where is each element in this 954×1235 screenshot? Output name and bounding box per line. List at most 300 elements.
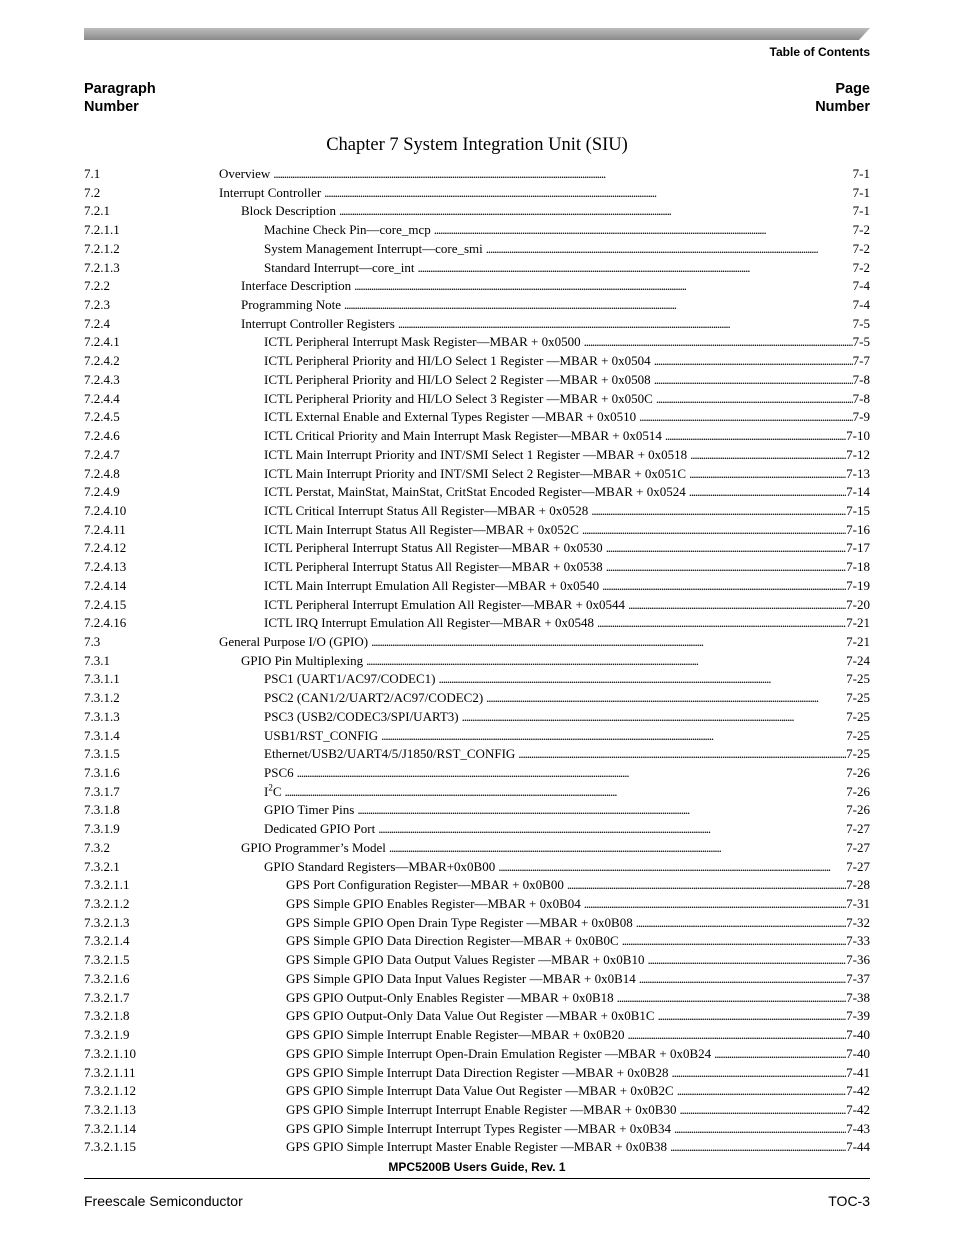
toc-entry-body bbox=[264, 820, 870, 839]
toc-entry-body bbox=[286, 1064, 870, 1083]
toc-entry-page: 7-26 bbox=[846, 765, 870, 780]
toc-entry-title-text: ICTL Main Interrupt Priority and INT/SMI Select 1 Register —MBAR + 0x0518 bbox=[264, 446, 688, 462]
toc-entry-title-text: ICTL Peripheral Priority and HI/LO Select 3 Register —MBAR + 0x050C bbox=[264, 390, 653, 406]
toc-entry-title-text: PSC3 (USB2/CODEC3/SPI/UART3) bbox=[264, 708, 459, 724]
toc-entry-leader-dots bbox=[639, 970, 846, 989]
toc-entry-page: 7-43 bbox=[846, 1120, 870, 1136]
toc-entry-leader-dots bbox=[677, 1082, 846, 1101]
toc-entry-body bbox=[264, 539, 870, 558]
footer-rule bbox=[84, 1178, 870, 1179]
toc-entry-number: 7.3.2 bbox=[84, 839, 110, 855]
toc-entry[interactable] bbox=[84, 989, 870, 1008]
toc-entry-page: 7-9 bbox=[852, 409, 870, 425]
toc-entry-number: 7.3.2.1 bbox=[84, 858, 120, 874]
toc-entry[interactable] bbox=[84, 483, 870, 502]
toc-entry-title-text: Overview bbox=[219, 166, 271, 181]
toc-entry-page: 7-39 bbox=[846, 1008, 870, 1024]
toc-entry-number: 7.2.3 bbox=[84, 297, 110, 313]
toc-entry-body bbox=[264, 427, 870, 446]
toc-entry-page: 7-2 bbox=[852, 240, 870, 256]
toc-entry-body bbox=[241, 296, 870, 315]
toc-entry-body bbox=[286, 1045, 870, 1064]
toc-entry-leader-dots bbox=[486, 689, 846, 708]
toc-entry[interactable] bbox=[84, 539, 870, 558]
toc-entry-title-text: GPS Simple GPIO Data Direction Register—MBAR + 0x0B0C bbox=[286, 933, 619, 949]
toc-entry-leader-dots bbox=[354, 277, 853, 296]
toc-entry-leader-dots bbox=[462, 708, 847, 727]
toc-entry-leader-dots bbox=[674, 1120, 846, 1139]
chapter-title: Chapter 7 System Integration Unit (SIU) bbox=[326, 135, 628, 155]
toc-entry-leader-dots bbox=[389, 839, 846, 858]
paragraph-heading-line-2: Number bbox=[84, 99, 139, 115]
toc-entry-title bbox=[241, 315, 398, 334]
toc-entry-title-text: ICTL Main Interrupt Priority and INT/SMI Select 2 Register—MBAR + 0x051C bbox=[264, 465, 687, 481]
toc-entry-title bbox=[286, 1045, 714, 1064]
toc-entry-number: 7.2 bbox=[84, 184, 101, 200]
toc-entry-title-text: GPS Simple GPIO Open Drain Type Register —MBAR + 0x0B08 bbox=[286, 914, 633, 930]
toc-entry-page: 7-21 bbox=[846, 615, 870, 631]
toc-entry-leader-dots bbox=[584, 895, 846, 914]
toc-entry-page: 7-27 bbox=[846, 839, 870, 855]
toc-entry-page: 7-2 bbox=[852, 259, 870, 275]
toc-entry-title-text: GPS GPIO Output-Only Data Value Out Register —MBAR + 0x0B1C bbox=[286, 1008, 655, 1024]
toc-entry-title-text: Interface Description bbox=[241, 278, 352, 294]
toc-entry-body bbox=[286, 989, 870, 1008]
toc-entry-title-text: GPIO Pin Multiplexing bbox=[241, 652, 364, 668]
toc-entry-title bbox=[286, 1007, 658, 1026]
toc-entry-body bbox=[264, 465, 870, 484]
toc-entry-leader-dots bbox=[639, 408, 853, 427]
toc-entry-leader-dots bbox=[378, 820, 846, 839]
toc-entry[interactable] bbox=[84, 577, 870, 596]
toc-entry-title bbox=[286, 1138, 670, 1157]
toc-entry[interactable] bbox=[84, 652, 870, 671]
toc-entry-number: 7.3.1.3 bbox=[84, 708, 120, 724]
toc-entry-title-text: Machine Check Pin—core_mcp bbox=[264, 222, 431, 238]
toc-entry-title-text: ICTL Peripheral Interrupt Status All Register—MBAR + 0x0538 bbox=[264, 559, 603, 575]
toc-entry-number: 7.3.1 bbox=[84, 652, 110, 668]
toc-entry[interactable] bbox=[84, 408, 870, 427]
toc-entry-title-text: GPS GPIO Simple Interrupt Master Enable Register —MBAR + 0x0B38 bbox=[286, 1139, 668, 1155]
toc-entry-page: 7-25 bbox=[846, 690, 870, 706]
toc-entry-title-text: GPIO Timer Pins bbox=[264, 802, 355, 818]
toc-entry-body bbox=[264, 596, 870, 615]
toc-entry[interactable] bbox=[84, 259, 870, 278]
toc-entry-body bbox=[264, 727, 870, 746]
toc-entry-leader-dots bbox=[606, 558, 846, 577]
toc-entry-title-text: GPS Simple GPIO Data Input Values Register —MBAR + 0x0B14 bbox=[286, 970, 636, 986]
toc-entry-title bbox=[264, 390, 656, 409]
toc-entry[interactable] bbox=[84, 1026, 870, 1045]
toc-entry-leader-dots bbox=[617, 989, 847, 1008]
toc-entry-number: 7.2.4.4 bbox=[84, 390, 120, 406]
toc-entry-number: 7.3.2.1.4 bbox=[84, 933, 130, 949]
toc-entry[interactable] bbox=[84, 221, 870, 240]
toc-entry-page: 7-17 bbox=[846, 540, 870, 556]
toc-entry-page: 7-37 bbox=[846, 970, 870, 986]
toc-entry-body bbox=[286, 914, 870, 933]
toc-entry-page: 7-27 bbox=[846, 858, 870, 874]
toc-entry-page: 7-42 bbox=[846, 1101, 870, 1117]
toc-entry-page: 7-8 bbox=[852, 371, 870, 387]
toc-entry[interactable] bbox=[84, 783, 870, 802]
toc-entry-title bbox=[264, 521, 582, 540]
toc-entry-leader-dots bbox=[591, 502, 846, 521]
toc-entry-number: 7.3.1.1 bbox=[84, 671, 120, 687]
toc-entry-title bbox=[286, 914, 636, 933]
toc-entry-body bbox=[286, 876, 870, 895]
toc-entry-number: 7.3.2.1.8 bbox=[84, 1008, 130, 1024]
toc-entry-title-text: System Management Interrupt—core_smi bbox=[264, 240, 483, 256]
toc-entry-number: 7.2.4.8 bbox=[84, 465, 120, 481]
toc-entry-body bbox=[264, 689, 870, 708]
toc-entry-title-text: ICTL Peripheral Priority and HI/LO Select 2 Register —MBAR + 0x0508 bbox=[264, 371, 651, 387]
toc-entry[interactable] bbox=[84, 820, 870, 839]
toc-entry-page: 7-21 bbox=[846, 633, 870, 649]
toc-entry-title bbox=[241, 839, 389, 858]
toc-entry-title bbox=[219, 165, 273, 184]
toc-entry-title-text: GPS Simple GPIO Enables Register—MBAR + 0x0B04 bbox=[286, 896, 581, 912]
toc-entry-title bbox=[286, 970, 639, 989]
toc-entry-leader-dots bbox=[672, 1064, 847, 1083]
toc-entry-title-text: ICTL IRQ Interrupt Emulation All Register—MBAR + 0x0548 bbox=[264, 615, 595, 631]
toc-entry-title bbox=[264, 558, 606, 577]
toc-entry-body bbox=[264, 483, 870, 502]
toc-entry-title bbox=[241, 296, 344, 315]
page-heading-line-1: Page bbox=[835, 81, 870, 97]
toc-entry-page: 7-18 bbox=[846, 559, 870, 575]
toc-entry[interactable] bbox=[84, 315, 870, 334]
toc-entry-body bbox=[286, 1120, 870, 1139]
toc-list bbox=[84, 165, 870, 1157]
toc-entry-title-text: ICTL Perstat, MainStat, MainStat, CritStat Encoded Register—MBAR + 0x0524 bbox=[264, 484, 686, 500]
toc-entry-number: 7.3.2.1.10 bbox=[84, 1045, 136, 1061]
toc-entry-body bbox=[264, 259, 870, 278]
toc-entry[interactable] bbox=[84, 932, 870, 951]
paragraph-number-heading bbox=[84, 80, 156, 116]
toc-entry-page: 7-2 bbox=[852, 222, 870, 238]
toc-entry-body bbox=[241, 202, 870, 221]
toc-entry-body bbox=[264, 371, 870, 390]
toc-entry-leader-dots bbox=[654, 352, 853, 371]
toc-entry-number: 7.2.1.2 bbox=[84, 240, 120, 256]
toc-entry[interactable] bbox=[84, 1101, 870, 1120]
toc-entry-number: 7.2.4 bbox=[84, 315, 110, 331]
toc-entry-title bbox=[286, 1101, 679, 1120]
toc-entry[interactable] bbox=[84, 951, 870, 970]
toc-entry[interactable] bbox=[84, 427, 870, 446]
header-bar bbox=[84, 28, 870, 40]
toc-entry-body bbox=[264, 745, 870, 764]
toc-entry-page: 7-28 bbox=[846, 877, 870, 893]
toc-entry-title bbox=[219, 184, 324, 203]
toc-entry-leader-dots bbox=[602, 577, 846, 596]
toc-entry-body bbox=[241, 839, 870, 858]
toc-entry-page: 7-16 bbox=[846, 521, 870, 537]
toc-entry-page: 7-32 bbox=[846, 914, 870, 930]
toc-entry-number: 7.3.2.1.6 bbox=[84, 970, 130, 986]
toc-entry-leader-dots bbox=[690, 446, 846, 465]
toc-entry[interactable] bbox=[84, 202, 870, 221]
footer-doc-title: MPC5200B Users Guide, Rev. 1 bbox=[388, 1160, 566, 1174]
toc-entry[interactable] bbox=[84, 801, 870, 820]
toc-entry[interactable] bbox=[84, 240, 870, 259]
toc-entry[interactable] bbox=[84, 1138, 870, 1157]
toc-entry-title-text: Programming Note bbox=[241, 297, 342, 313]
toc-entry-page: 7-25 bbox=[846, 708, 870, 724]
toc-entry-title bbox=[264, 801, 357, 820]
toc-entry-page: 7-40 bbox=[846, 1045, 870, 1061]
toc-entry-body bbox=[264, 708, 870, 727]
toc-entry-title-text: USB1/RST_CONFIG bbox=[264, 727, 379, 743]
toc-entry-title-text: GPIO Programmer’s Model bbox=[241, 839, 386, 855]
toc-entry[interactable] bbox=[84, 371, 870, 390]
toc-entry[interactable] bbox=[84, 614, 870, 633]
footer-company: Freescale Semiconductor bbox=[84, 1193, 243, 1209]
toc-entry-body bbox=[264, 670, 870, 689]
toc-entry-body bbox=[264, 408, 870, 427]
toc-entry[interactable] bbox=[84, 296, 870, 315]
toc-entry-page: 7-40 bbox=[846, 1027, 870, 1043]
toc-entry-leader-dots bbox=[344, 296, 853, 315]
toc-entry-title-text: GPS GPIO Simple Interrupt Data Direction Register —MBAR + 0x0B28 bbox=[286, 1064, 669, 1080]
toc-entry-leader-dots bbox=[518, 745, 846, 764]
toc-entry-leader-dots bbox=[647, 951, 846, 970]
toc-entry[interactable] bbox=[84, 727, 870, 746]
toc-entry-title bbox=[264, 764, 297, 783]
toc-entry[interactable] bbox=[84, 465, 870, 484]
toc-entry-title-text: ICTL Peripheral Interrupt Mask Register—MBAR + 0x0500 bbox=[264, 334, 581, 350]
toc-entry[interactable] bbox=[84, 670, 870, 689]
toc-entry-number: 7.3.1.6 bbox=[84, 765, 120, 780]
toc-entry[interactable] bbox=[84, 1007, 870, 1026]
toc-entry-title bbox=[219, 633, 371, 652]
toc-entry-number: 7.3.2.1.11 bbox=[84, 1064, 136, 1080]
toc-entry[interactable] bbox=[84, 446, 870, 465]
toc-entry-title bbox=[264, 708, 462, 727]
toc-entry-leader-dots bbox=[665, 427, 846, 446]
toc-entry-title bbox=[264, 352, 654, 371]
toc-entry-title bbox=[264, 670, 439, 689]
toc-entry-title-text: PSC1 (UART1/AC97/CODEC1) bbox=[264, 671, 436, 687]
toc-entry-page: 7-12 bbox=[846, 446, 870, 462]
toc-entry-leader-dots bbox=[582, 521, 846, 540]
toc-entry-body bbox=[264, 502, 870, 521]
toc-entry-number: 7.3.2.1.9 bbox=[84, 1027, 130, 1043]
toc-entry-body bbox=[286, 1138, 870, 1157]
toc-entry-number: 7.2.4.13 bbox=[84, 559, 127, 575]
toc-entry-number: 7.2.4.10 bbox=[84, 502, 127, 518]
toc-entry-number: 7.2.4.6 bbox=[84, 428, 120, 444]
toc-entry-title-text: GPS GPIO Simple Interrupt Enable Register—MBAR + 0x0B20 bbox=[286, 1027, 625, 1043]
toc-entry-leader-dots bbox=[297, 764, 847, 783]
toc-entry-title bbox=[264, 689, 486, 708]
toc-entry-title-text: GPIO Standard Registers—MBAR+0x0B00 bbox=[264, 858, 496, 874]
toc-entry[interactable] bbox=[84, 333, 870, 352]
toc-entry[interactable] bbox=[84, 165, 870, 184]
toc-entry-title bbox=[264, 539, 606, 558]
toc-entry-leader-dots bbox=[622, 932, 846, 951]
toc-entry-body bbox=[264, 333, 870, 352]
toc-entry-title bbox=[264, 259, 418, 278]
toc-entry-body bbox=[219, 633, 870, 652]
toc-entry-page: 7-13 bbox=[846, 465, 870, 481]
toc-entry-title bbox=[264, 483, 689, 502]
toc-entry-title-text: GPS GPIO Simple Interrupt Open-Drain Emulation Register —MBAR + 0x0B24 bbox=[286, 1045, 712, 1061]
toc-entry-number: 7.2.1.3 bbox=[84, 259, 120, 275]
toc-entry-title bbox=[264, 427, 665, 446]
toc-entry-number: 7.2.4.1 bbox=[84, 334, 120, 350]
toc-entry-title bbox=[241, 277, 354, 296]
toc-entry-number: 7.2.4.7 bbox=[84, 446, 120, 462]
toc-entry-title bbox=[286, 932, 622, 951]
toc-entry-body bbox=[264, 858, 870, 877]
toc-entry-title bbox=[264, 727, 381, 746]
toc-entry-page: 7-38 bbox=[846, 989, 870, 1005]
toc-entry[interactable] bbox=[84, 689, 870, 708]
toc-entry-number: 7.3.2.1.2 bbox=[84, 896, 130, 912]
toc-entry-body bbox=[264, 577, 870, 596]
toc-entry[interactable] bbox=[84, 521, 870, 540]
toc-entry-page: 7-4 bbox=[852, 278, 870, 294]
toc-entry-leader-dots bbox=[324, 184, 852, 203]
toc-entry-number: 7.2.1.1 bbox=[84, 222, 120, 238]
toc-entry-title-text: ICTL Main Interrupt Status All Register—MBAR + 0x052C bbox=[264, 521, 579, 537]
toc-entry-page: 7-5 bbox=[852, 315, 870, 331]
toc-entry-number: 7.2.2 bbox=[84, 278, 110, 294]
toc-entry-title-suffix: C bbox=[272, 783, 282, 799]
toc-entry-leader-dots bbox=[597, 614, 846, 633]
toc-entry-page: 7-5 bbox=[852, 334, 870, 350]
toc-entry-leader-dots bbox=[656, 390, 853, 409]
toc-entry-leader-dots bbox=[285, 783, 847, 802]
toc-entry-number: 7.3.2.1.5 bbox=[84, 952, 130, 968]
toc-entry[interactable] bbox=[84, 745, 870, 764]
toc-entry-body bbox=[241, 315, 870, 334]
toc-entry-title bbox=[286, 1026, 627, 1045]
toc-entry[interactable] bbox=[84, 914, 870, 933]
toc-entry[interactable] bbox=[84, 708, 870, 727]
toc-entry[interactable] bbox=[84, 633, 870, 652]
toc-entry-body bbox=[286, 951, 870, 970]
toc-entry-title bbox=[286, 989, 617, 1008]
toc-entry-leader-dots bbox=[273, 165, 852, 184]
toc-entry-page: 7-36 bbox=[846, 952, 870, 968]
toc-entry-page: 7-27 bbox=[846, 821, 870, 837]
toc-entry-body bbox=[264, 221, 870, 240]
toc-entry-title-text: PSC6 bbox=[264, 765, 294, 780]
toc-entry-number: 7.2.4.12 bbox=[84, 540, 127, 556]
toc-entry-page: 7-25 bbox=[846, 727, 870, 743]
toc-entry-body bbox=[264, 783, 870, 802]
toc-entry[interactable] bbox=[84, 895, 870, 914]
toc-entry-title-text: ICTL External Enable and External Types Register —MBAR + 0x0510 bbox=[264, 409, 637, 425]
toc-entry-title bbox=[264, 596, 628, 615]
toc-entry-body bbox=[286, 1101, 870, 1120]
toc-entry[interactable] bbox=[84, 1120, 870, 1139]
toc-entry-leader-dots bbox=[366, 652, 846, 671]
toc-entry-leader-dots bbox=[689, 465, 846, 484]
toc-entry-body bbox=[286, 1026, 870, 1045]
toc-entry[interactable] bbox=[84, 839, 870, 858]
toc-entry-title-text: ICTL Main Interrupt Emulation All Register—MBAR + 0x0540 bbox=[264, 577, 600, 593]
toc-entry-page: 7-4 bbox=[852, 297, 870, 313]
toc-entry-title bbox=[264, 465, 689, 484]
toc-entry-title-text: ICTL Critical Priority and Main Interrupt Mask Register—MBAR + 0x0514 bbox=[264, 428, 662, 444]
toc-entry-title-text: GPS GPIO Simple Interrupt Data Value Out Register —MBAR + 0x0B2C bbox=[286, 1083, 674, 1099]
toc-entry-title-text: ICTL Peripheral Interrupt Status All Register—MBAR + 0x0530 bbox=[264, 540, 603, 556]
toc-entry[interactable] bbox=[84, 876, 870, 895]
toc-entry[interactable] bbox=[84, 764, 870, 783]
toc-entry-body bbox=[264, 764, 870, 783]
toc-entry-page: 7-15 bbox=[846, 502, 870, 518]
toc-entry[interactable] bbox=[84, 184, 870, 203]
toc-entry-leader-dots bbox=[689, 483, 846, 502]
toc-entry-title bbox=[264, 408, 639, 427]
toc-entry-body bbox=[264, 558, 870, 577]
toc-entry-page: 7-20 bbox=[846, 596, 870, 612]
toc-entry-leader-dots bbox=[654, 371, 853, 390]
toc-entry[interactable] bbox=[84, 1045, 870, 1064]
toc-entry-title-text: I bbox=[264, 783, 269, 799]
toc-entry[interactable] bbox=[84, 596, 870, 615]
toc-entry[interactable] bbox=[84, 390, 870, 409]
toc-entry[interactable] bbox=[84, 970, 870, 989]
toc-entry[interactable] bbox=[84, 1064, 870, 1083]
toc-entry-page: 7-42 bbox=[846, 1083, 870, 1099]
toc-entry-number: 7.3.1.8 bbox=[84, 802, 120, 818]
toc-entry-body bbox=[264, 521, 870, 540]
toc-entry-leader-dots bbox=[339, 202, 853, 221]
toc-entry-body bbox=[286, 1007, 870, 1026]
toc-entry-title bbox=[264, 820, 378, 839]
toc-entry-body bbox=[264, 240, 870, 259]
toc-entry[interactable] bbox=[84, 502, 870, 521]
toc-entry[interactable] bbox=[84, 352, 870, 371]
toc-entry-page: 7-25 bbox=[846, 746, 870, 762]
toc-entry-number: 7.3.2.1.15 bbox=[84, 1139, 136, 1155]
toc-entry-title bbox=[264, 614, 597, 633]
toc-entry-page: 7-44 bbox=[846, 1139, 870, 1155]
toc-entry-number: 7.3.1.4 bbox=[84, 727, 120, 743]
toc-entry-title bbox=[286, 1120, 674, 1139]
toc-entry-title bbox=[264, 502, 591, 521]
toc-entry-leader-dots bbox=[679, 1101, 846, 1120]
toc-entry[interactable] bbox=[84, 1082, 870, 1101]
toc-entry-number: 7.1 bbox=[84, 166, 101, 181]
toc-entry[interactable] bbox=[84, 558, 870, 577]
toc-entry-number: 7.2.4.14 bbox=[84, 577, 127, 593]
toc-entry-body bbox=[286, 970, 870, 989]
toc-entry[interactable] bbox=[84, 858, 870, 877]
toc-entry-leader-dots bbox=[714, 1045, 846, 1064]
toc-entry-title-text: Block Description bbox=[241, 203, 336, 219]
toc-entry-title bbox=[286, 876, 567, 895]
toc-entry-page: 7-8 bbox=[852, 390, 870, 406]
toc-entry-body bbox=[264, 390, 870, 409]
toc-entry-title bbox=[286, 895, 584, 914]
paragraph-heading-line-1: Paragraph bbox=[84, 81, 156, 97]
toc-entry-body bbox=[219, 184, 870, 203]
toc-entry-body bbox=[264, 801, 870, 820]
toc-entry-page: 7-41 bbox=[846, 1064, 870, 1080]
toc-entry-title bbox=[286, 1064, 672, 1083]
toc-entry-page: 7-10 bbox=[846, 428, 870, 444]
toc-entry-number: 7.2.4.15 bbox=[84, 596, 127, 612]
running-head: Table of Contents bbox=[769, 45, 870, 59]
toc-entry[interactable] bbox=[84, 277, 870, 296]
toc-entry-leader-dots bbox=[628, 596, 846, 615]
